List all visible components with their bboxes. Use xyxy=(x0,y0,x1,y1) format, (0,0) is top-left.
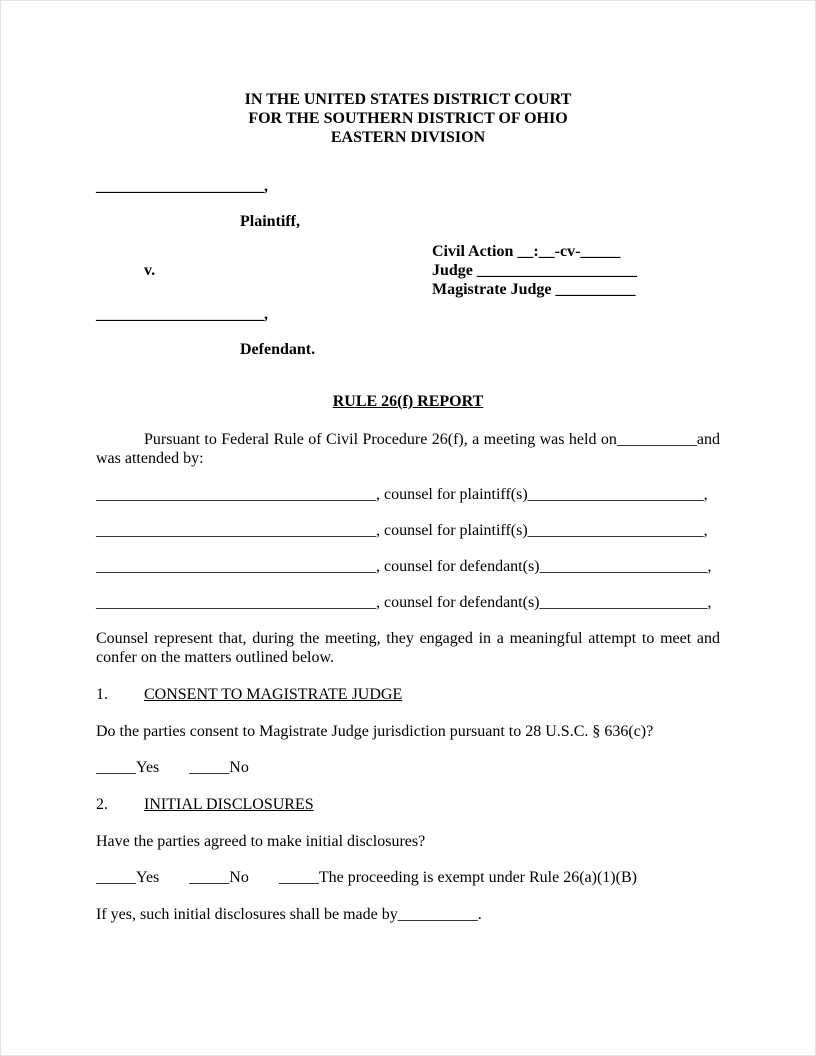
option-yes: _____Yes xyxy=(96,869,160,886)
versus-label: v. xyxy=(144,262,156,279)
option-yes: _____Yes xyxy=(96,759,160,776)
section-2-question: Have the parties agreed to make initial disclosures? xyxy=(96,833,426,850)
option-no: _____No xyxy=(189,759,249,776)
counsel-role-label: , counsel for defendant(s) xyxy=(376,558,540,575)
defendant-label: Defendant. xyxy=(240,341,316,358)
intro-text-before: Pursuant to Federal Rule of Civil Procedure 26(f), a meeting was held on xyxy=(144,431,617,448)
counsel-line xyxy=(96,557,720,576)
plaintiff-name-blank: _____________________, xyxy=(96,178,268,195)
counsel-name-blank: ___________________________________ xyxy=(96,522,376,539)
section-2-followup: If yes, such initial disclosures shall be made by__________. xyxy=(96,906,482,923)
counsel-line xyxy=(96,593,720,612)
section-2-options xyxy=(96,868,720,887)
section-2-number: 2. xyxy=(96,796,108,813)
counsel-name-blank: ___________________________________ xyxy=(96,486,376,503)
case-info-block xyxy=(432,242,637,299)
party-name-blank: _____________________, xyxy=(539,558,712,575)
judge-line: Judge ____________________ xyxy=(432,262,637,279)
party-name-blank: ______________________, xyxy=(527,486,708,503)
counsel-name-blank: ___________________________________ xyxy=(96,594,376,611)
counsel-role-label: , counsel for plaintiff(s) xyxy=(376,522,528,539)
counsel-name-blank: ___________________________________ xyxy=(96,558,376,575)
section-1-number: 1. xyxy=(96,686,108,703)
section-1-heading xyxy=(96,685,720,704)
caption-middle xyxy=(96,242,720,299)
document-title-text: RULE 26(f) REPORT xyxy=(332,393,484,410)
option-no: _____No xyxy=(189,869,249,886)
option-exempt: _____The proceeding is exempt under Rule 26(a)(1)(B) xyxy=(278,869,637,886)
court-header xyxy=(96,90,720,147)
magistrate-judge-line: Magistrate Judge __________ xyxy=(432,281,636,298)
intro-text-after: and was attended by: xyxy=(96,431,720,467)
counsel-line xyxy=(96,521,720,540)
party-name-blank: ______________________, xyxy=(527,522,708,539)
section-2-title: INITIAL DISCLOSURES xyxy=(144,796,314,813)
document-title xyxy=(96,392,720,411)
meeting-date-blank: __________ xyxy=(616,431,697,448)
case-caption xyxy=(96,177,720,359)
intro-paragraph xyxy=(96,430,720,468)
court-name: IN THE UNITED STATES DISTRICT COURT xyxy=(244,91,572,108)
civil-action-line: Civil Action __:__-cv-_____ xyxy=(432,243,621,260)
section-1-question: Do the parties consent to Magistrate Judge jurisdiction pursuant to 28 U.S.C. § 636(c)? xyxy=(96,723,654,740)
court-division: EASTERN DIVISION xyxy=(330,129,486,146)
section-1-options xyxy=(96,758,720,777)
counsel-line xyxy=(96,485,720,504)
counsel-role-label: , counsel for defendant(s) xyxy=(376,594,540,611)
party-name-blank: _____________________, xyxy=(539,594,712,611)
meet-confer-paragraph: Counsel represent that, during the meeting, they engaged in a meaningful attempt to meet and confer on the matters outlined below. xyxy=(96,630,720,666)
court-district: FOR THE SOUTHERN DISTRICT OF OHIO xyxy=(248,110,568,127)
section-2-heading xyxy=(96,795,720,814)
defendant-name-blank: _____________________, xyxy=(96,306,268,323)
counsel-role-label: , counsel for plaintiff(s) xyxy=(376,486,528,503)
section-1-title: CONSENT TO MAGISTRATE JUDGE xyxy=(144,686,403,703)
plaintiff-label: Plaintiff, xyxy=(240,213,300,230)
